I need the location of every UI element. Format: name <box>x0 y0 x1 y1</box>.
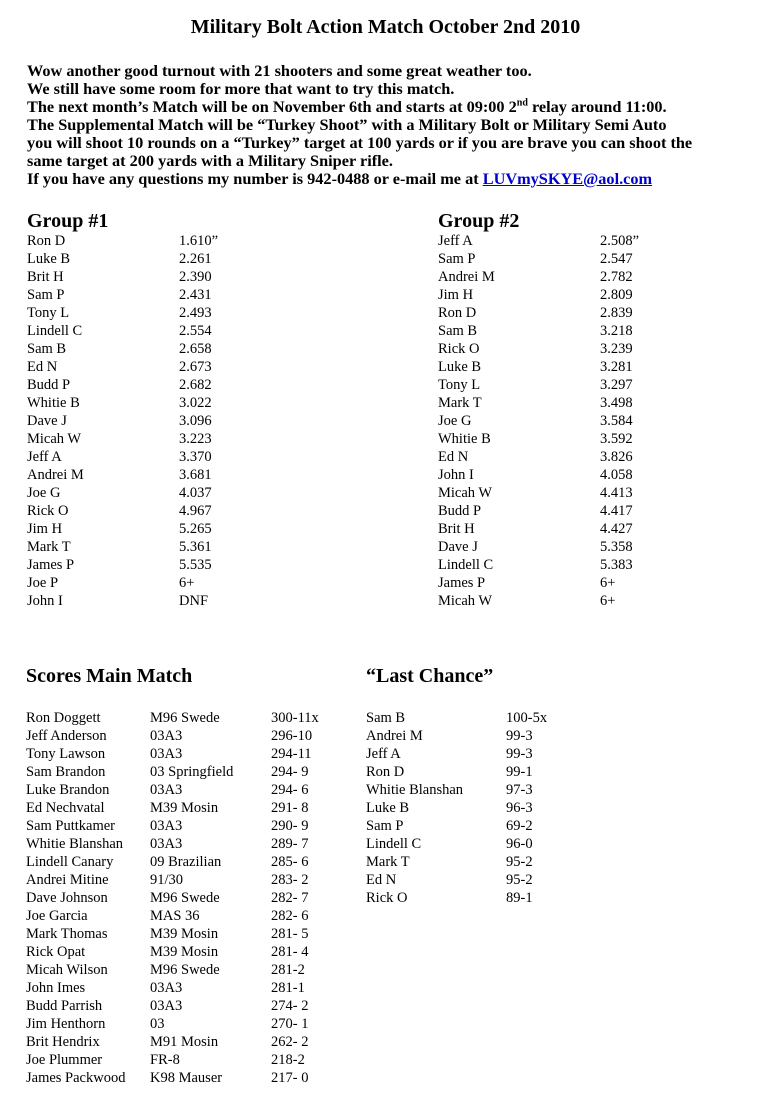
match-score: 294- 9 <box>271 764 309 780</box>
shooter-name: Ron D <box>438 305 477 321</box>
table-row <box>26 835 366 853</box>
table-row <box>27 376 387 394</box>
table-row <box>26 781 366 799</box>
group-size: 2.547 <box>600 251 633 267</box>
shooter-name: Jim H <box>27 521 63 537</box>
shooter-name: Joe Plummer <box>26 1052 103 1068</box>
table-row <box>438 538 768 556</box>
table-row <box>26 1015 366 1033</box>
group-size: 3.239 <box>600 341 633 357</box>
shooter-name: Lindell Canary <box>26 854 114 870</box>
match-score: 296-10 <box>271 728 313 744</box>
table-row <box>438 304 768 322</box>
match-score: 100-5x <box>506 710 548 726</box>
table-row <box>366 781 626 799</box>
intro-line-text: If you have any questions my number is 942-0488 or e-mail me at <box>27 169 483 188</box>
match-score: 99-3 <box>506 728 533 744</box>
shooter-name: Joe Garcia <box>26 908 88 924</box>
rifle-name: 03 Springfield <box>150 764 234 780</box>
intro-line: We still have some room for more that want to try this match. <box>27 79 455 98</box>
table-row <box>27 520 387 538</box>
group-size: 3.218 <box>600 323 633 339</box>
shooter-name: Ron D <box>366 764 405 780</box>
rifle-name: M39 Mosin <box>150 926 219 942</box>
group-size: DNF <box>179 593 209 609</box>
shooter-name: Brit H <box>27 269 64 285</box>
match-score: 294- 6 <box>271 782 309 798</box>
rifle-name: 03A3 <box>150 728 183 744</box>
table-row <box>438 592 768 610</box>
shooter-name: Luke Brandon <box>26 782 110 798</box>
table-row <box>438 466 768 484</box>
table-row <box>27 268 387 286</box>
match-score: 89-1 <box>506 890 533 906</box>
group-size: 2.431 <box>179 287 212 303</box>
match-score: 281- 5 <box>271 926 309 942</box>
shooter-name: Sam P <box>438 251 476 267</box>
table-row <box>26 853 366 871</box>
rifle-name: 03A3 <box>150 818 183 834</box>
table-row <box>438 502 768 520</box>
shooter-name: Luke B <box>438 359 482 375</box>
table-row <box>26 889 366 907</box>
match-score: 290- 9 <box>271 818 309 834</box>
table-row <box>27 322 387 340</box>
table-row <box>27 538 387 556</box>
shooter-name: John Imes <box>26 980 86 996</box>
table-row <box>26 727 366 745</box>
rifle-name: M39 Mosin <box>150 800 219 816</box>
group-size: 2.554 <box>179 323 212 339</box>
group-size: 2.839 <box>600 305 633 321</box>
group-size: 3.498 <box>600 395 633 411</box>
group-size: 2.782 <box>600 269 633 285</box>
shooter-name: Ed N <box>366 872 397 888</box>
table-row <box>438 286 768 304</box>
shooter-name: Ed N <box>27 359 58 375</box>
shooter-name: James Packwood <box>26 1070 126 1086</box>
last-chance-list <box>366 709 626 907</box>
group-size: 5.535 <box>179 557 212 573</box>
table-row <box>438 430 768 448</box>
intro-line <box>27 170 777 188</box>
shooter-name: Luke B <box>366 800 410 816</box>
table-row <box>366 763 626 781</box>
shooter-name: Lindell C <box>438 557 494 573</box>
table-row <box>27 304 387 322</box>
shooter-name: Ed Nechvatal <box>26 800 105 816</box>
email-link[interactable]: LUVmySKYE@aol.com <box>482 169 653 188</box>
rifle-name: MAS 36 <box>150 908 200 924</box>
table-row <box>366 799 626 817</box>
group-size: 3.022 <box>179 395 212 411</box>
rifle-name: 03A3 <box>150 836 183 852</box>
group-size: 3.096 <box>179 413 212 429</box>
shooter-name: Rick Opat <box>26 944 86 960</box>
match-score: 99-1 <box>506 764 533 780</box>
shooter-name: Lindell C <box>27 323 83 339</box>
shooter-name: Andrei M <box>27 467 84 483</box>
shooter-name: Jeff Anderson <box>26 728 107 744</box>
intro-line: you will shoot 10 rounds on a “Turkey” target at 100 yards or if you are brave you can shoot the <box>27 133 693 152</box>
shooter-name: Brit Hendrix <box>26 1034 100 1050</box>
table-row <box>27 430 387 448</box>
match-score: 96-3 <box>506 800 533 816</box>
table-row <box>438 394 768 412</box>
match-score: 99-3 <box>506 746 533 762</box>
table-row <box>27 556 387 574</box>
table-row <box>26 1051 366 1069</box>
shooter-name: Mark T <box>366 854 410 870</box>
group2-section <box>438 210 768 610</box>
intro-line <box>27 98 777 116</box>
shooter-name: Ron D <box>27 233 66 249</box>
table-row <box>26 799 366 817</box>
group-size: 3.826 <box>600 449 633 465</box>
shooter-name: Dave J <box>27 413 67 429</box>
group-size: 4.427 <box>600 521 633 537</box>
intro-line: The Supplemental Match will be “Turkey Shoot” with a Military Bolt or Military Semi Auto <box>27 115 667 134</box>
table-row <box>366 817 626 835</box>
table-row <box>26 709 366 727</box>
group-size: 3.592 <box>600 431 633 447</box>
shooter-name: John I <box>27 593 63 609</box>
rifle-name: M96 Swede <box>150 962 220 978</box>
table-row <box>366 853 626 871</box>
shooter-name: Whitie B <box>438 431 491 447</box>
group-size: 4.417 <box>600 503 633 519</box>
group-size: 2.508” <box>600 233 640 249</box>
table-row <box>26 979 366 997</box>
match-score: 69-2 <box>506 818 533 834</box>
shooter-name: Jeff A <box>366 746 401 762</box>
intro-line-text: relay around 11:00. <box>527 97 667 116</box>
shooter-name: Tony Lawson <box>26 746 106 762</box>
table-row <box>438 232 768 250</box>
shooter-name: Andrei Mitine <box>26 872 109 888</box>
table-row <box>27 502 387 520</box>
group-size: 2.673 <box>179 359 212 375</box>
table-row <box>366 727 626 745</box>
match-score: 283- 2 <box>271 872 309 888</box>
group-size: 3.370 <box>179 449 212 465</box>
table-row <box>26 871 366 889</box>
intro-text <box>27 62 777 188</box>
table-row <box>26 1033 366 1051</box>
shooter-name: James P <box>438 575 486 591</box>
match-score: 300-11x <box>271 710 319 726</box>
table-row <box>26 745 366 763</box>
shooter-name: Dave Johnson <box>26 890 108 906</box>
match-score: 97-3 <box>506 782 533 798</box>
intro-line-text: The next month’s Match will be on November 6th and starts at 09:00 2 <box>27 97 517 116</box>
shooter-name: Mark T <box>438 395 482 411</box>
shooter-name: Tony L <box>438 377 481 393</box>
group-size: 2.261 <box>179 251 212 267</box>
group1-section <box>27 210 387 610</box>
group-size: 4.413 <box>600 485 633 501</box>
shooter-name: Sam B <box>27 341 67 357</box>
page-title: Military Bolt Action Match October 2nd 2010 <box>190 16 581 38</box>
group2-list <box>438 232 768 610</box>
main-match-section <box>26 665 366 1087</box>
table-row <box>438 520 768 538</box>
shooter-name: Jeff A <box>438 233 473 249</box>
rifle-name: M96 Swede <box>150 890 220 906</box>
group-size: 2.682 <box>179 377 212 393</box>
table-row <box>26 817 366 835</box>
table-row <box>438 358 768 376</box>
shooter-name: John I <box>438 467 474 483</box>
group-size: 6+ <box>600 593 616 609</box>
shooter-name: Sam B <box>366 710 406 726</box>
match-score: 281-1 <box>271 980 305 996</box>
table-row <box>366 889 626 907</box>
table-row <box>26 997 366 1015</box>
table-row <box>438 250 768 268</box>
group-size: 5.358 <box>600 539 633 555</box>
match-score: 95-2 <box>506 854 533 870</box>
shooter-name: Budd P <box>27 377 71 393</box>
group-size: 1.610” <box>179 233 219 249</box>
rifle-name: FR-8 <box>150 1052 180 1068</box>
shooter-name: Dave J <box>438 539 478 555</box>
rifle-name: M91 Mosin <box>150 1034 219 1050</box>
last-chance-heading: “Last Chance” <box>366 665 494 687</box>
match-score: 262- 2 <box>271 1034 309 1050</box>
table-row <box>366 745 626 763</box>
shooter-name: Rick O <box>438 341 480 357</box>
table-row <box>438 556 768 574</box>
rifle-name: 03A3 <box>150 746 183 762</box>
shooter-name: Micah W <box>438 593 493 609</box>
shooter-name: Whitie Blanshan <box>366 782 464 798</box>
table-row <box>26 907 366 925</box>
shooter-name: Micah Wilson <box>26 962 108 978</box>
group-size: 6+ <box>600 575 616 591</box>
shooter-name: Jeff A <box>27 449 62 465</box>
shooter-name: Rick O <box>366 890 408 906</box>
main-match-heading: Scores Main Match <box>26 665 193 687</box>
match-score: 270- 1 <box>271 1016 309 1032</box>
table-row <box>27 286 387 304</box>
group-size: 4.037 <box>179 485 212 501</box>
table-row <box>366 871 626 889</box>
table-row <box>26 943 366 961</box>
group-size: 3.681 <box>179 467 212 483</box>
match-score: 274- 2 <box>271 998 309 1014</box>
match-score: 291- 8 <box>271 800 309 816</box>
intro-line: same target at 200 yards with a Military Sniper rifle. <box>27 151 393 170</box>
main-match-list <box>26 709 366 1087</box>
match-score: 96-0 <box>506 836 533 852</box>
table-row <box>26 961 366 979</box>
group-size: 4.058 <box>600 467 633 483</box>
table-row <box>438 484 768 502</box>
shooter-name: Brit H <box>438 521 475 537</box>
shooter-name: Sam P <box>366 818 404 834</box>
shooter-name: Budd Parrish <box>26 998 103 1014</box>
shooter-name: Tony L <box>27 305 70 321</box>
match-score: 285- 6 <box>271 854 309 870</box>
shooter-name: Joe P <box>27 575 59 591</box>
shooter-name: Sam B <box>438 323 478 339</box>
shooter-name: Ed N <box>438 449 469 465</box>
shooter-name: Mark T <box>27 539 71 555</box>
group-size: 3.223 <box>179 431 212 447</box>
shooter-name: Budd P <box>438 503 482 519</box>
rifle-name: 03A3 <box>150 782 183 798</box>
rifle-name: 09 Brazilian <box>150 854 222 870</box>
group1-list <box>27 232 387 610</box>
table-row <box>27 232 387 250</box>
table-row <box>438 376 768 394</box>
group-size: 2.658 <box>179 341 212 357</box>
match-score: 95-2 <box>506 872 533 888</box>
group-size: 2.493 <box>179 305 212 321</box>
shooter-name: Mark Thomas <box>26 926 108 942</box>
table-row <box>438 322 768 340</box>
match-score: 217- 0 <box>271 1070 309 1086</box>
table-row <box>27 448 387 466</box>
rifle-name: 03A3 <box>150 980 183 996</box>
rifle-name: 03A3 <box>150 998 183 1014</box>
match-score: 281-2 <box>271 962 305 978</box>
rifle-name: K98 Mauser <box>150 1070 223 1086</box>
table-row <box>27 574 387 592</box>
table-row <box>27 412 387 430</box>
table-row <box>27 394 387 412</box>
table-row <box>438 412 768 430</box>
shooter-name: Jim Henthorn <box>26 1016 106 1032</box>
match-score: 282- 6 <box>271 908 309 924</box>
shooter-name: Sam Brandon <box>26 764 106 780</box>
shooter-name: Joe G <box>438 413 472 429</box>
group1-heading: Group #1 <box>27 210 109 232</box>
table-row <box>26 763 366 781</box>
shooter-name: Lindell C <box>366 836 422 852</box>
table-row <box>27 484 387 502</box>
shooter-name: Andrei M <box>366 728 423 744</box>
ordinal-suffix: nd <box>516 97 528 109</box>
rifle-name: M39 Mosin <box>150 944 219 960</box>
match-score: 289- 7 <box>271 836 309 852</box>
shooter-name: Sam Puttkamer <box>26 818 116 834</box>
shooter-name: Jim H <box>438 287 474 303</box>
group-size: 2.809 <box>600 287 633 303</box>
rifle-name: 03 <box>150 1016 165 1032</box>
group-size: 2.390 <box>179 269 212 285</box>
table-row <box>366 835 626 853</box>
group-size: 3.584 <box>600 413 633 429</box>
table-row <box>27 592 387 610</box>
table-row <box>26 925 366 943</box>
match-score: 218-2 <box>271 1052 305 1068</box>
shooter-name: Luke B <box>27 251 71 267</box>
group-size: 5.383 <box>600 557 633 573</box>
table-row <box>27 340 387 358</box>
group-size: 3.281 <box>600 359 633 375</box>
table-row <box>27 358 387 376</box>
table-row <box>438 340 768 358</box>
match-score: 282- 7 <box>271 890 309 906</box>
table-row <box>438 574 768 592</box>
group-size: 5.265 <box>179 521 212 537</box>
table-row <box>27 466 387 484</box>
rifle-name: 91/30 <box>150 872 184 888</box>
table-row <box>366 709 626 727</box>
shooter-name: Whitie Blanshan <box>26 836 124 852</box>
shooter-name: Micah W <box>27 431 82 447</box>
table-row <box>27 250 387 268</box>
shooter-name: Joe G <box>27 485 61 501</box>
table-row <box>26 1069 366 1087</box>
table-row <box>438 268 768 286</box>
shooter-name: Rick O <box>27 503 69 519</box>
match-score: 294-11 <box>271 746 312 762</box>
group-size: 3.297 <box>600 377 633 393</box>
shooter-name: Whitie B <box>27 395 80 411</box>
shooter-name: Micah W <box>438 485 493 501</box>
table-row <box>438 448 768 466</box>
match-score: 281- 4 <box>271 944 309 960</box>
last-chance-section <box>366 665 626 907</box>
shooter-name: Sam P <box>27 287 65 303</box>
intro-line: Wow another good turnout with 21 shooters and some great weather too. <box>27 61 532 80</box>
group-size: 5.361 <box>179 539 212 555</box>
group2-heading: Group #2 <box>438 210 520 232</box>
shooter-name: James P <box>27 557 75 573</box>
group-size: 6+ <box>179 575 195 591</box>
rifle-name: M96 Swede <box>150 710 220 726</box>
shooter-name: Ron Doggett <box>26 710 101 726</box>
shooter-name: Andrei M <box>438 269 495 285</box>
group-size: 4.967 <box>179 503 212 519</box>
